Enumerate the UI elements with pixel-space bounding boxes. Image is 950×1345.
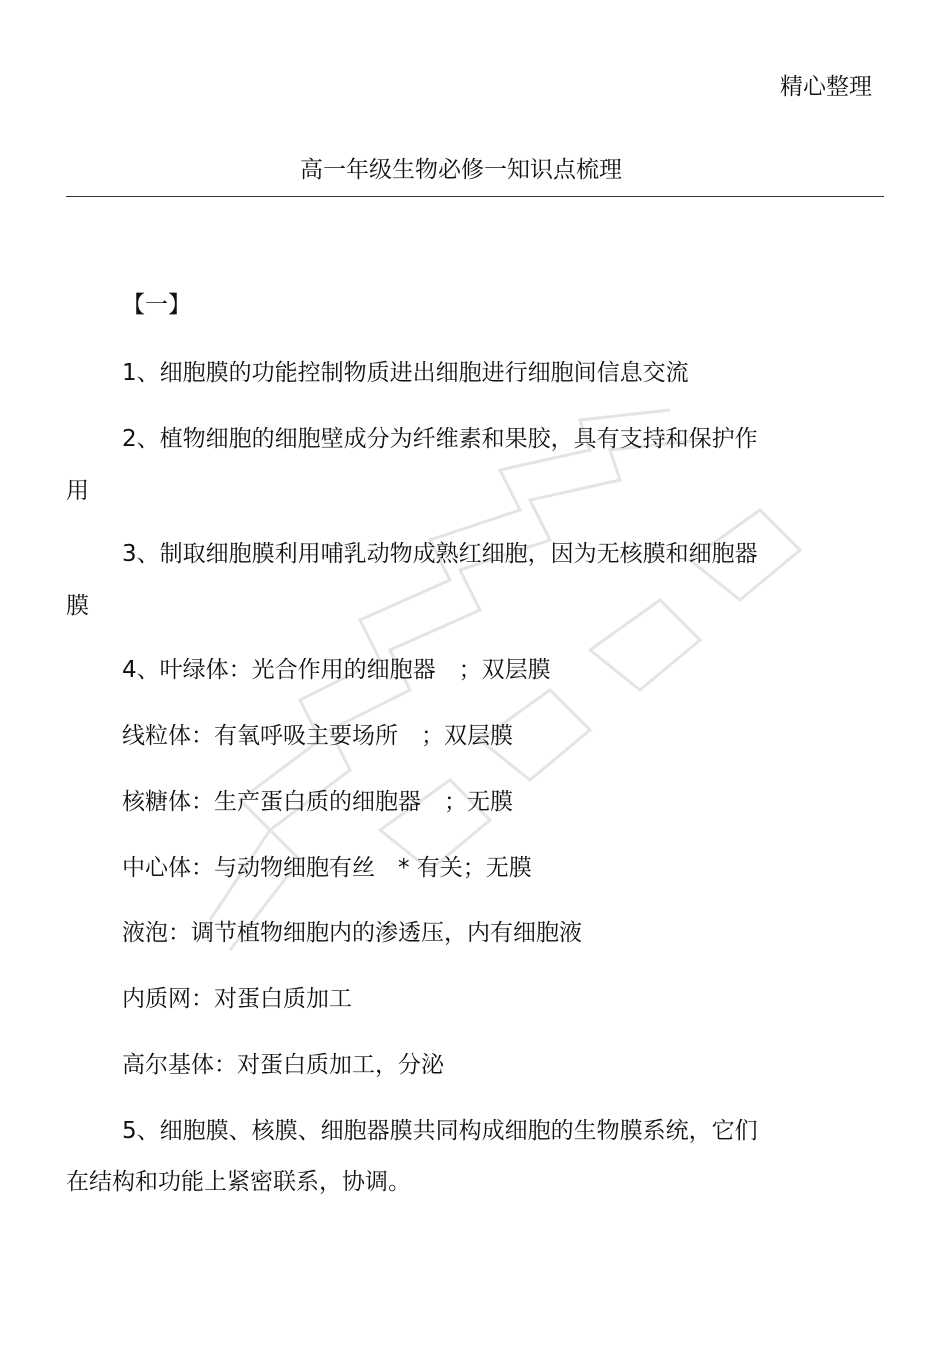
text-line-2: 2、植物细胞的细胞壁成分为纤维素和果胶，具有支持和保护作 (122, 426, 758, 452)
text-line-3: 用 (66, 478, 89, 504)
text-line-9: 中心体：与动物细胞有丝 * 有关；无膜 (122, 855, 532, 881)
text-line-13: 5、细胞膜、核膜、细胞器膜共同构成细胞的生物膜系统，它们 (122, 1118, 758, 1144)
text-line-11: 内质网：对蛋白质加工 (122, 986, 352, 1012)
section-marker: 【一】 (122, 292, 191, 318)
text-line-8: 核糖体：生产蛋白质的细胞器 ；无膜 (122, 789, 513, 815)
text-line-1: 1、细胞膜的功能控制物质进出细胞进行细胞间信息交流 (122, 360, 689, 386)
text-line-6: 4、叶绿体：光合作用的细胞器 ；双层膜 (122, 657, 551, 683)
text-line-10: 液泡：调节植物细胞内的渗透压，内有细胞液 (122, 920, 582, 946)
header-label: 精心整理 (780, 74, 872, 100)
text-line-7: 线粒体：有氧呼吸主要场所 ；双层膜 (122, 723, 513, 749)
title-divider (66, 196, 884, 197)
document-title: 高一年级生物必修一知识点梳理 (300, 157, 622, 183)
text-line-14: 在结构和功能上紧密联系，协调。 (66, 1169, 411, 1195)
text-line-12: 高尔基体：对蛋白质加工，分泌 (122, 1052, 444, 1078)
text-line-5: 膜 (66, 593, 89, 619)
text-line-4: 3、制取细胞膜利用哺乳动物成熟红细胞，因为无核膜和细胞器 (122, 541, 758, 567)
